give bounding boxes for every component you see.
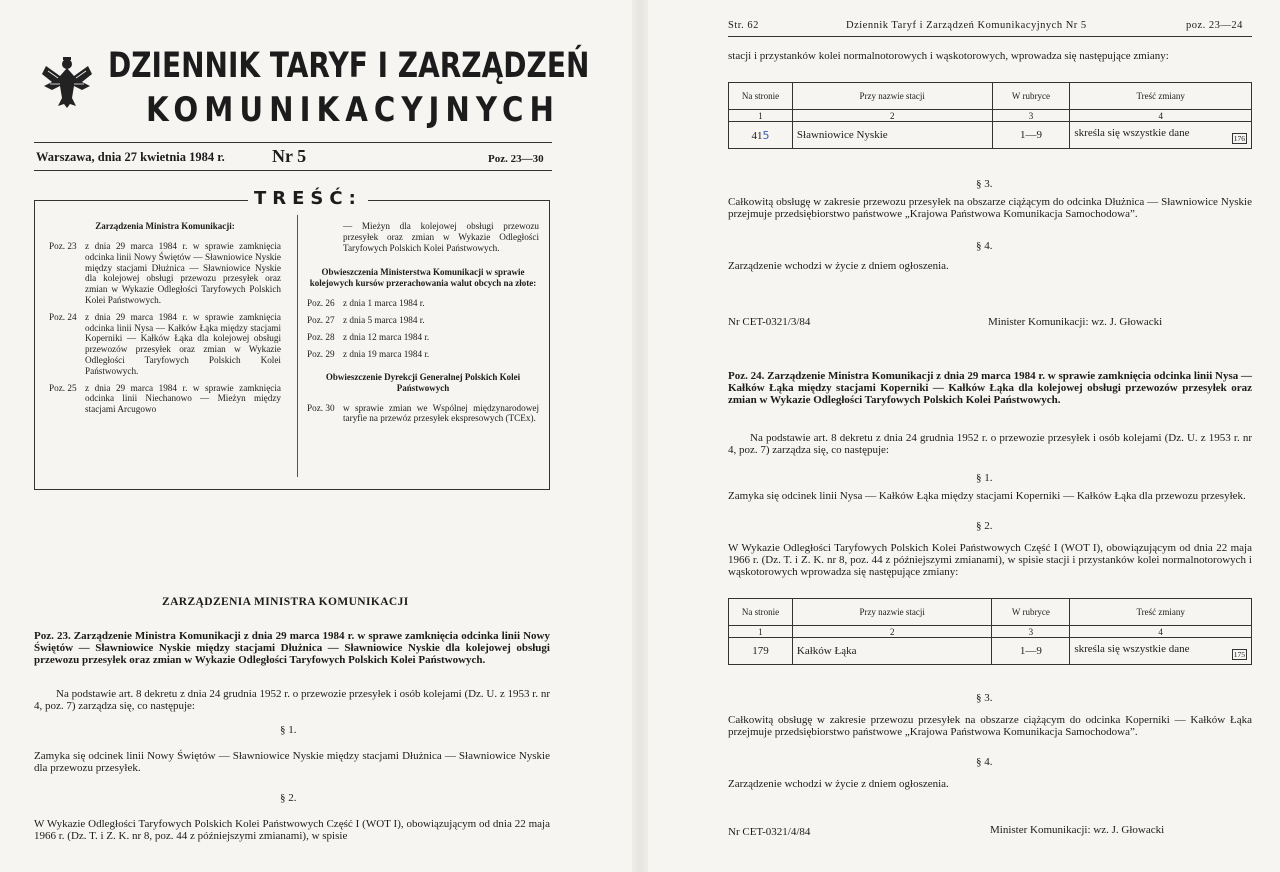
toc-item-poz: Poz. 25	[49, 382, 77, 393]
table-cell-station: Kałków Łąka	[792, 638, 992, 665]
table-number-cell: 3	[992, 626, 1070, 638]
poz24-s1-mark: § 1.	[976, 472, 993, 484]
table-header-cell: W rubryce	[992, 83, 1070, 110]
poz23-paragraph1-mark: § 1.	[280, 724, 297, 736]
toc-item-text: z dnia 19 marca 1984 r.	[343, 348, 430, 359]
running-header-page: Str. 62	[728, 20, 759, 31]
toc-item[interactable]	[307, 349, 539, 360]
toc-item-text: w sprawie zmian we Wspólnej międzynarodowej taryfie na przewóz przesyłek ekspresowych (TCEx).	[343, 402, 539, 424]
table-number-cell: 4	[1070, 626, 1252, 638]
table-number-cell: 1	[729, 626, 793, 638]
table-number-row	[729, 110, 1252, 122]
toc-item[interactable]	[307, 315, 539, 326]
poz23-paragraph2-text: W Wykazie Odległości Taryfowych Polskich Kolei Państwowych Część I (WOT I), obowiązującym od dnia 22 maja 1966 r. (Dz. T. i Z. K. nr 8, poz. 44 z późniejszymi zmianami), w spisie	[34, 818, 550, 843]
toc-continued-text: — Mieżyn dla kolejowej obsługi przewozu przesyłek oraz zmian w Wykazie Odległości Taryfowych Polskich Kolei Państwowych.	[343, 221, 539, 253]
section-title: ZARZĄDZENIA MINISTRA KOMUNIKACJI	[162, 596, 409, 608]
masthead-title-line2: KOMUNIKACYJNYCH	[146, 90, 561, 130]
page-gutter	[632, 0, 648, 872]
change-text: skreśla się wszystkie dane	[1074, 126, 1190, 139]
toc-item-poz: Poz. 29	[307, 348, 335, 359]
poz24-s4-mark: § 4.	[976, 756, 993, 768]
toc-item[interactable]	[49, 383, 281, 415]
masthead-rule-bottom	[34, 170, 552, 171]
toc-item-poz: Poz. 26	[307, 298, 335, 309]
position-range: Poz. 23—30	[488, 153, 544, 165]
toc-item-text: z dnia 29 marca 1984 r. w sprawie zamknięcia odcinka linii Nowy Świętów — Sławniowice Nyskie między stacjami Dłużnica — Sławniowice Nyskie dla kolejowej obsługi przewozu przesyłek oraz zmian w Wykazie Odległości Taryfowych Polskich Kolei Państwowych.	[85, 241, 281, 305]
table-number-cell: 2	[792, 110, 992, 122]
masthead-title-line1: DZIENNIK TARYF I ZARZĄDZEŃ	[108, 46, 590, 86]
table-cell-change	[1070, 122, 1252, 149]
toc-item-text: z dnia 5 marca 1984 r.	[343, 315, 425, 326]
toc-item-text: z dnia 12 marca 1984 r.	[343, 331, 430, 342]
toc-right-heading-directorate: Obwieszczenie Dyrekcji Generalnej Polskich Kolei Państwowych	[325, 371, 521, 393]
toc-right-heading-ministry: Obwieszczenia Ministerstwa Komunikacji w sprawie kolejowych kursów przerachowania walut obcych na złote:	[309, 267, 537, 289]
table-header-cell: W rubryce	[992, 599, 1070, 626]
polish-eagle-emblem	[38, 54, 96, 110]
toc-item-poz: Poz. 24	[49, 311, 77, 322]
document-reference: Nr CET-0321/4/84	[728, 826, 811, 838]
reference-number: 176	[1233, 133, 1245, 143]
poz24-intro: Na podstawie art. 8 dekretu z dnia 24 grudnia 1952 r. o przewozie przesyłek i osób kolejami (Dz. U. z 1953 r. nr 4, poz. 7) zarządza się, co następuje:	[728, 432, 1252, 457]
table-header-cell: Na stronie	[729, 83, 793, 110]
table-number-cell: 3	[992, 110, 1070, 122]
changes-table-2	[728, 598, 1252, 665]
minister-signature: Minister Komunikacji: wz. J. Głowacki	[988, 316, 1163, 328]
toc-item[interactable]	[307, 332, 539, 343]
running-header-positions: poz. 23—24	[1186, 20, 1243, 31]
toc-heading: TREŚĆ:	[248, 188, 368, 209]
poz24-s2-mark: § 2.	[976, 520, 993, 532]
handwritten-correction: 5	[762, 128, 770, 142]
poz23-intro: Na podstawie art. 8 dekretu z dnia 24 grudnia 1952 r. o przewozie przesyłek i osób kolejami (Dz. U. z 1953 r. nr 4, poz. 7) zarządza się, co następuje:	[34, 688, 550, 713]
running-header-title: Dziennik Taryf i Zarządzeń Komunikacyjnych Nr 5	[846, 20, 1087, 31]
toc-item[interactable]	[307, 298, 539, 309]
toc-left-column	[49, 221, 281, 421]
continued-text: stacji i przystanków kolei normalnotorowych i wąskotorowych, wprowadza się następujące zmiany:	[728, 50, 1169, 62]
masthead-rule-top	[34, 142, 552, 143]
toc-item[interactable]	[49, 312, 281, 377]
table-header-cell: Treść zmiany	[1070, 599, 1252, 626]
table-cell-change	[1070, 638, 1252, 665]
toc-item-poz: Poz. 23	[49, 241, 77, 251]
poz24-s1-text: Zamyka się odcinek linii Nysa — Kałków Łąka między stacjami Koperniki — Kałków Łąka dla przewozu przesyłek.	[728, 490, 1246, 502]
poz24-s2-text: W Wykazie Odległości Taryfowych Polskich Kolei Państwowych Część I (WOT I), obowiązującym od dnia 22 maja 1966 r. (Dz. T. i Z. K. nr 8, poz. 44 z późniejszymi zmianami), w spisie stacji i przystanków kolei normalnotorowych i wąskotorowych wprowadza się następujące zmiany:	[728, 542, 1252, 579]
table-header-cell: Na stronie	[729, 599, 793, 626]
toc-item[interactable]	[49, 241, 281, 306]
poz23-label: Poz. 23.	[34, 630, 71, 642]
poz23-title: Zarządzenie Ministra Komunikacji z dnia 29 marca 1984 r. w sprawe zamknięcia odcinka linii Nowy Świętów — Sławniowice Nyskie między stacjami Dłużnica — Sławniowice Nyskie dla kolejowej obsługi przewozu przesyłek oraz zmian w Wykazie Odległości Taryfowych Polskich Kolei Państwowych.	[34, 630, 551, 667]
table-header-row	[729, 599, 1252, 626]
toc-left-heading: Zarządzenia Ministra Komunikacji:	[95, 221, 235, 231]
issue-number: Nr 5	[272, 146, 307, 166]
toc-column-divider	[297, 215, 298, 477]
table-cell-column: 1—9	[992, 122, 1070, 149]
toc-item-text: z dnia 29 marca 1984 r. w sprawie zamknięcia odcinka linii Nysa — Kałków Łąka między stacjami Koperniki — Kałków Łąka dla kolejowej obsługi przewozów przesyłek oraz zmian w Wykazie Odległości Taryfowych Polskich Kolei Państwowych.	[85, 311, 281, 376]
toc-item[interactable]	[307, 403, 539, 425]
table-header-row	[729, 83, 1252, 110]
table-number-cell: 4	[1070, 110, 1252, 122]
poz23-s4-text: Zarządzenie wchodzi w życie z dniem ogłoszenia.	[728, 260, 949, 272]
poz24-s3-mark: § 3.	[976, 692, 993, 704]
toc-item-text: z dnia 1 marca 1984 r.	[343, 298, 425, 309]
toc-right-column	[307, 221, 539, 430]
masthead	[30, 46, 590, 138]
document-reference: Nr CET-0321/3/84	[728, 316, 811, 328]
toc-item-text: z dnia 29 marca 1984 r. w sprawie zamknięcia odcinka linii Niechanowo — Mieżyn między stacjami Arcugowo	[85, 382, 281, 415]
table-number-row	[729, 626, 1252, 638]
poz23-s3-text: Całkowitą obsługę w zakresie przewozu przesyłek na obszarze ciążącym do odcinka Dłużnica — Sławniowice Nyskie przejmuje przedsiębiorstwo państwowe „Krajowa Państwowa Komunikacja Samochodowa”.	[728, 196, 1252, 221]
poz24-title: Zarządzenie Ministra Komunikacji z dnia 29 marca 1984 r. w sprawie zamknięcia odcinka linii Nysa — Kałków Łąka między stacjami Koperniki — Kałków Łąka dla kolejowej obsługi przewozów przesyłek oraz zmian w Wykazie Odległości Taryfowych Polskich Kolei Państwowych.	[728, 370, 1253, 407]
header-rule	[728, 36, 1252, 37]
table-cell-station: Sławniowice Nyskie	[792, 122, 992, 149]
poz24-s3-text: Całkowitą obsługę w zakresie przewozu przesyłek na obszarze ciążącym do odcinka Koperniki — Kałków Łąka przejmuje przedsiębiorstwo państwowe „Krajowa Państwowa Komunikacja Samochodowa”.	[728, 714, 1252, 739]
table-header-cell: Przy nazwie stacji	[792, 83, 992, 110]
reference-number: 175	[1233, 649, 1245, 659]
table-cell-page	[729, 122, 793, 149]
poz23-paragraph1-text: Zamyka się odcinek linii Nowy Świętów — Sławniowice Nyskie między stacjami Dłużnica — Sławniowice Nyskie dla przewozu przesyłek.	[34, 750, 550, 775]
poz24-heading	[728, 370, 1252, 407]
changes-table-1	[728, 82, 1252, 149]
table-row	[729, 638, 1252, 665]
page-number: 41	[751, 129, 763, 142]
dateline: Warszawa, dnia 27 kwietnia 1984 r.	[36, 150, 225, 164]
poz23-s3-mark: § 3.	[976, 178, 993, 190]
toc-item-poz: Poz. 27	[307, 315, 335, 326]
toc-item-poz: Poz. 30	[307, 402, 335, 413]
toc-item-poz: Poz. 28	[307, 331, 335, 342]
table-cell-column: 1—9	[992, 638, 1070, 665]
change-text: skreśla się wszystkie dane	[1074, 642, 1190, 655]
table-header-cell: Przy nazwie stacji	[792, 599, 992, 626]
table-header-cell: Treść zmiany	[1070, 83, 1252, 110]
table-number-cell: 1	[729, 110, 793, 122]
table-of-contents-box	[34, 200, 550, 490]
poz23-paragraph2-mark: § 2.	[280, 792, 297, 804]
table-cell-page: 179	[729, 638, 793, 665]
minister-signature: Minister Komunikacji: wz. J. Głowacki	[990, 824, 1165, 836]
poz23-s4-mark: § 4.	[976, 240, 993, 252]
poz24-s4-text: Zarządzenie wchodzi w życie z dniem ogłoszenia.	[728, 778, 949, 790]
table-row	[729, 122, 1252, 149]
poz24-label: Poz. 24.	[728, 370, 765, 382]
table-number-cell: 2	[792, 626, 992, 638]
poz23-heading	[34, 630, 550, 667]
